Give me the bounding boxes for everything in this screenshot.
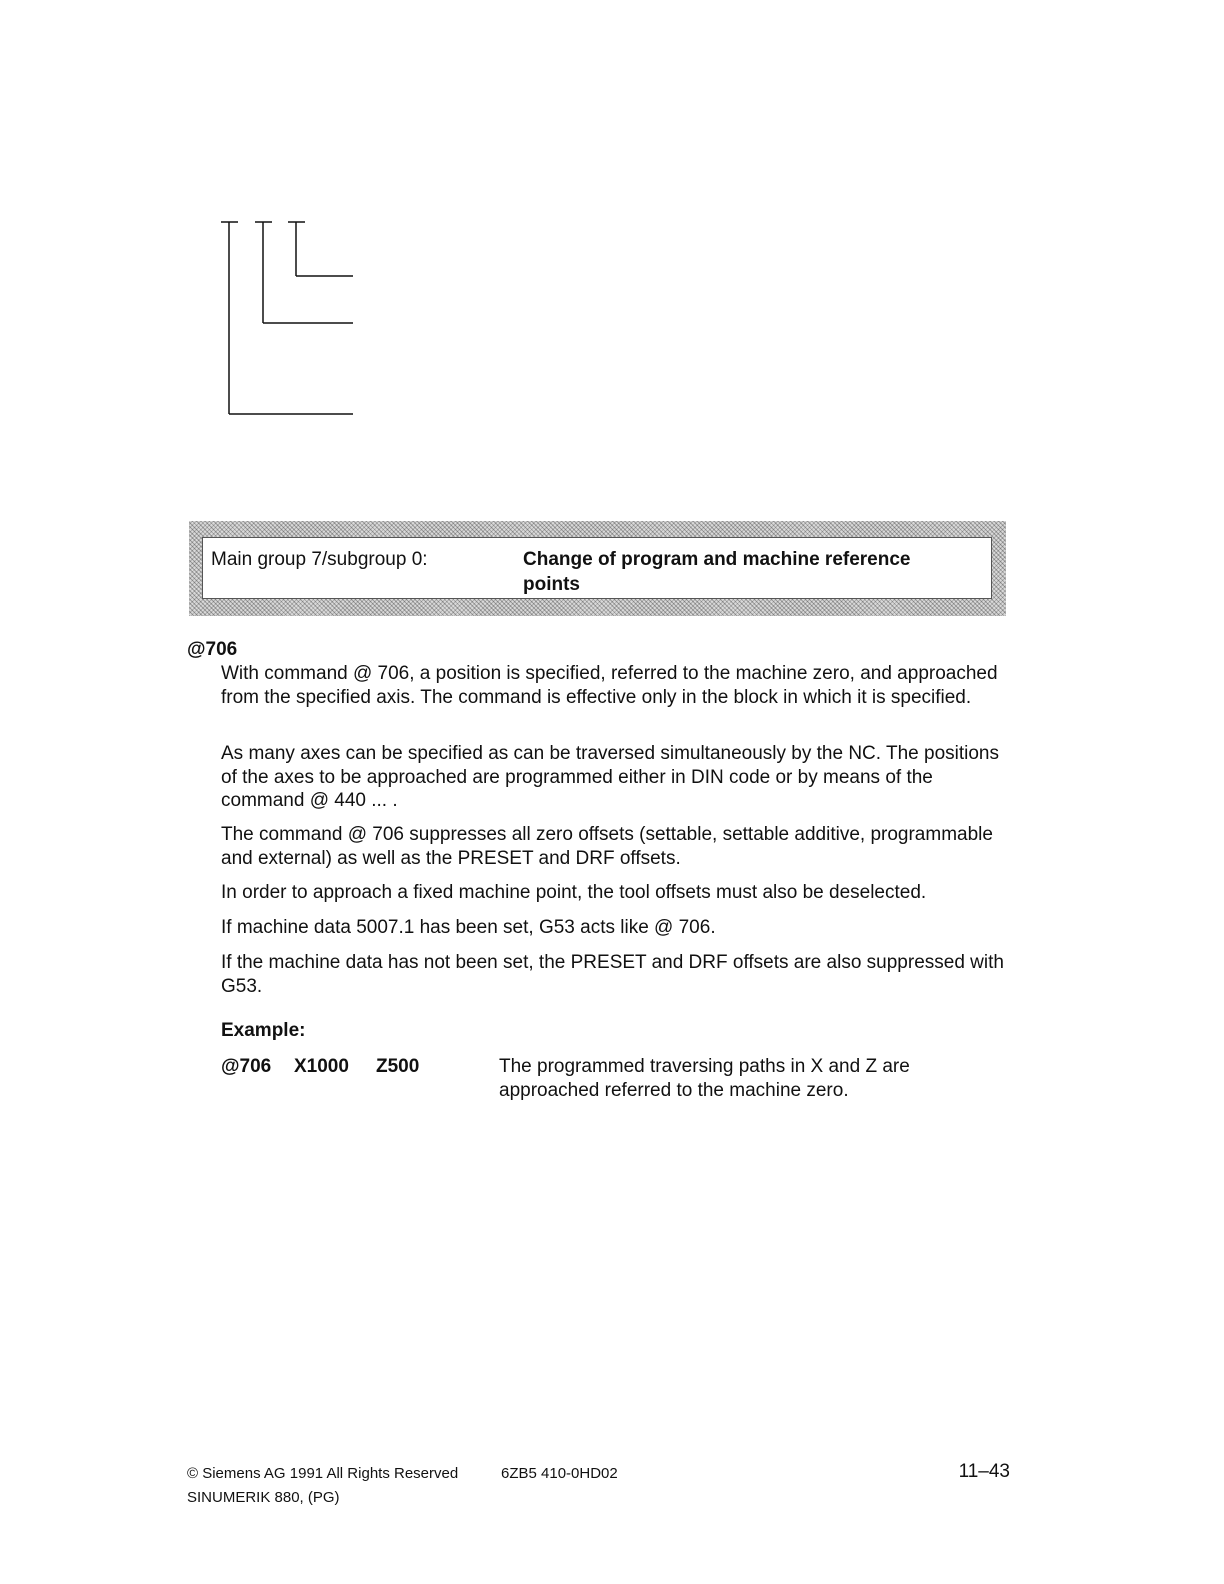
paragraph-2: As many axes can be specified as can be traversed simultaneously by the NC. The positions of the axes to be approached are programmed either in DIN code or by means of the command @ 440 ... . — [221, 743, 999, 811]
example-code-z: Z500 — [376, 1056, 420, 1077]
example-code-command: @706 — [221, 1056, 272, 1077]
paragraph-4: In order to approach a fixed machine point, the tool offsets must also be deselected. — [221, 882, 927, 903]
paragraph-1: With command @ 706, a position is specified, referred to the machine zero, and approached from the specified axis. The command is effective only in the block in which it is specified. — [221, 663, 998, 708]
example-heading: Example: — [221, 1020, 306, 1041]
group-title: Change of program and machine reference points — [523, 549, 911, 595]
paragraph-6: If the machine data has not been set, the PRESET and DRF offsets are also suppressed with G53. — [221, 952, 1004, 997]
bracket-diagram — [0, 0, 400, 440]
example-code-x: X1000 — [294, 1056, 349, 1077]
footer-product: SINUMERIK 880, (PG) — [187, 1489, 340, 1506]
command-heading: @706 — [187, 639, 238, 660]
paragraph-3: The command @ 706 suppresses all zero offsets (settable, settable additive, programmable and external) as well as the PRESET and DRF offsets. — [221, 824, 993, 869]
group-label: Main group 7/subgroup 0: — [211, 549, 428, 570]
example-description: The programmed traversing paths in X and Z are approached referred to the machine zero. — [499, 1056, 910, 1101]
group-header-box — [189, 521, 1006, 616]
paragraph-5: If machine data 5007.1 has been set, G53 acts like @ 706. — [221, 917, 716, 938]
footer-copyright: © Siemens AG 1991 All Rights Reserved — [187, 1465, 459, 1482]
group-header-inner — [202, 537, 992, 599]
footer-order-number: 6ZB5 410-0HD02 — [501, 1465, 618, 1482]
page-number: 11–43 — [958, 1461, 1010, 1482]
